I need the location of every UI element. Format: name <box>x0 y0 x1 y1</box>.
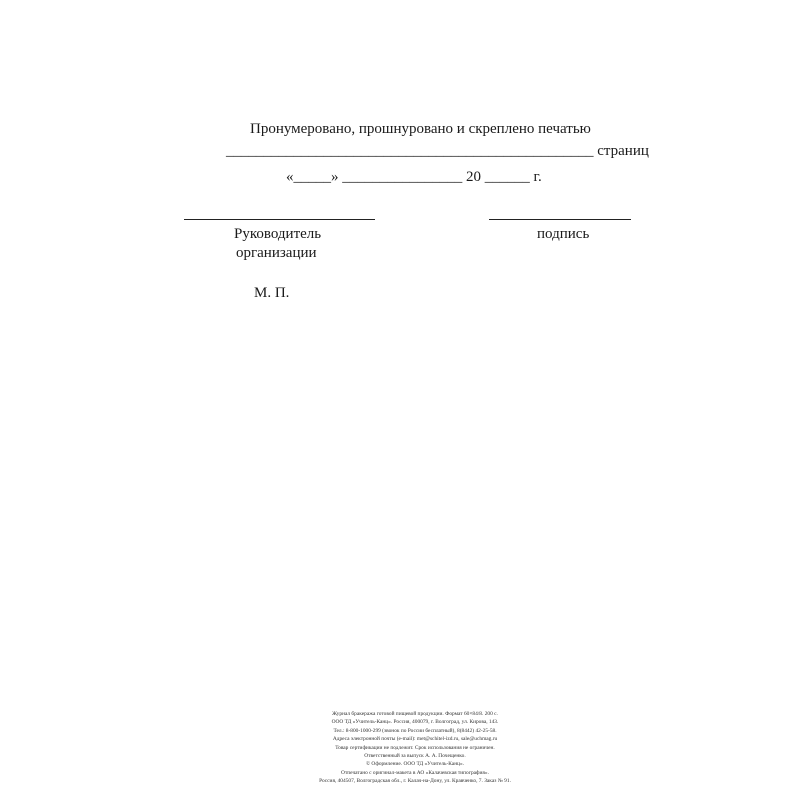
imprint-line: Адреса электронной почты (e-mail): met@schitel-izd.ru, sale@uchmag.ru <box>332 736 498 743</box>
head-name-line[interactable] <box>184 219 375 220</box>
date-line <box>286 168 542 186</box>
day-blank[interactable]: _____ <box>293 169 331 185</box>
imprint-line: Товар сертификации не подлежит. Срок использования не ограничен. <box>335 744 495 751</box>
imprint-line: Журнал бракеража готовой пищевой продукции. Формат 60×84/8. 200 с. <box>332 711 498 717</box>
year-blank[interactable]: ______ <box>484 169 530 185</box>
year-prefix: 20 <box>466 169 481 185</box>
imprint-line: Отпечатано с оригинал-макета в АО «Калачевская типография». <box>341 769 489 776</box>
pages-count-blank[interactable]: _________________________________________________ <box>226 143 594 159</box>
signature-line[interactable] <box>489 219 631 220</box>
imprint-line: Россия, 404507, Волгоградская обл., г. Калач-на-Дону, ул. Кравченко, 7. Заказ № 91. <box>319 778 511 785</box>
imprint-line: Ответственный за выпуск А. А. Почещенко. <box>364 753 466 760</box>
stamp-label: М. П. <box>254 285 290 301</box>
head-label-line1: Руководитель <box>234 226 322 242</box>
year-suffix: г. <box>533 169 542 185</box>
signature-label: подпись <box>537 226 590 242</box>
page-heading: Пронумеровано, прошнуровано и скреплено печатью <box>250 121 591 137</box>
open-quote: « <box>286 169 294 185</box>
close-quote: » <box>331 169 339 185</box>
month-blank[interactable]: ________________ <box>342 169 463 185</box>
imprint-line: © Оформление. ООО ТД «Учитель-Канц». <box>365 761 465 768</box>
pages-label: страниц <box>597 143 649 159</box>
imprint-line: ООО ТД «Учитель-Канц». Россия, 400079, г. Волгоград, ул. Кирова, 143. <box>331 719 499 726</box>
pages-count-line <box>226 142 649 160</box>
imprint-line: Тел.: 8-800-1000-299 (звонок по России бесплатный), 8(8442) 42-25-58. <box>333 727 497 734</box>
publisher-imprint <box>270 710 560 786</box>
head-label-line2: организации <box>236 245 317 261</box>
